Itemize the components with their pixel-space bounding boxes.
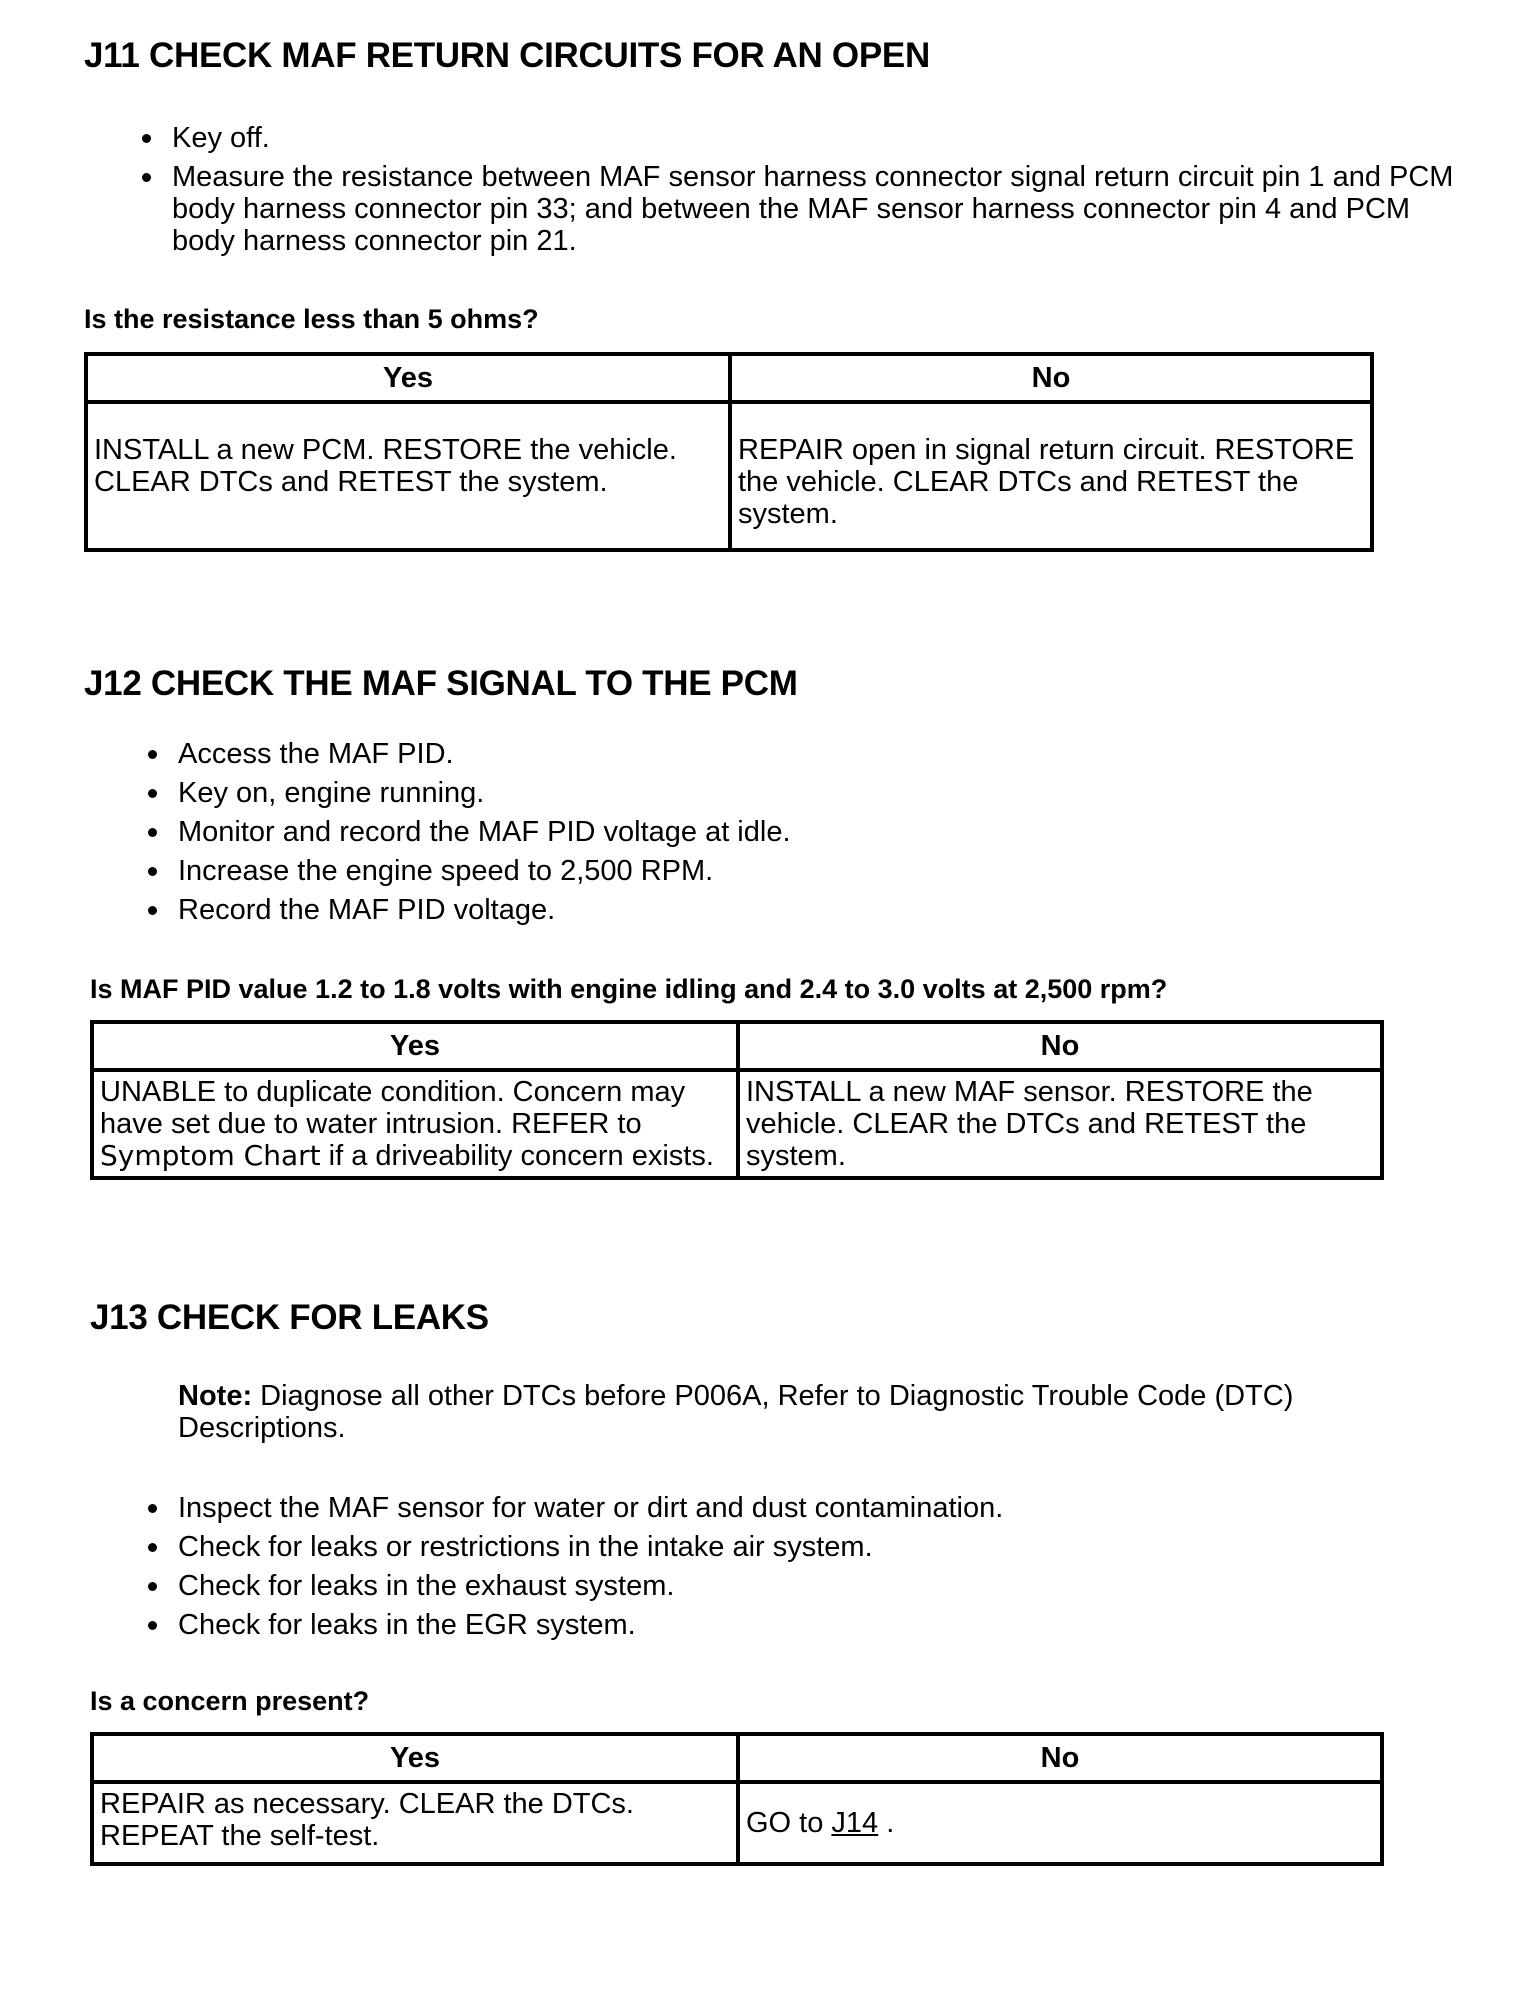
no-header: No	[738, 1734, 1382, 1782]
list-item: Inspect the MAF sensor for water or dirt and dust contamination.	[178, 1492, 1458, 1524]
yes-cell: UNABLE to duplicate condition. Concern may have set due to water intrusion. REFER to Symptom Chart if a driveability concern exists.	[92, 1070, 738, 1178]
j13-step-list	[178, 1492, 1458, 1648]
bullet-icon	[148, 828, 157, 837]
yes-cell: INSTALL a new PCM. RESTORE the vehicle. CLEAR DTCs and RETEST the system.	[86, 402, 730, 550]
table-row	[92, 1070, 1382, 1178]
bullet-icon	[148, 1582, 157, 1591]
j11-step-list	[172, 122, 1472, 264]
bullet-icon	[148, 1543, 157, 1552]
bullet-icon	[148, 867, 157, 876]
j11-result-table	[84, 352, 1374, 552]
j14-link[interactable]: J14	[831, 1807, 879, 1839]
bullet-icon	[148, 789, 157, 798]
no-cell: INSTALL a new MAF sensor. RESTORE the vehicle. CLEAR the DTCs and RETEST the system.	[738, 1070, 1382, 1178]
bullet-icon	[148, 906, 157, 915]
j12-title: J12 CHECK THE MAF SIGNAL TO THE PCM	[84, 664, 798, 703]
no-cell: REPAIR open in signal return circuit. RESTORE the vehicle. CLEAR DTCs and RETEST the system.	[730, 402, 1372, 550]
bullet-icon	[148, 1504, 157, 1513]
bullet-icon	[148, 1621, 157, 1630]
no-header: No	[730, 354, 1372, 402]
table-row	[92, 1782, 1382, 1864]
j13-note: Note: Diagnose all other DTCs before P006A, Refer to Diagnostic Trouble Code (DTC) Descriptions.	[178, 1380, 1294, 1444]
j12-step-list	[178, 738, 1458, 933]
list-item: Check for leaks in the exhaust system.	[178, 1570, 1458, 1602]
bullet-icon	[142, 173, 151, 182]
list-item: Measure the resistance between MAF sensor harness connector signal return circuit pin 1 and PCM body harness connector pin 33; and between the MAF sensor harness connector pin 4 and PCM body harness connector pin 21.	[172, 161, 1472, 257]
yes-header: Yes	[92, 1022, 738, 1070]
list-item: Monitor and record the MAF PID voltage at idle.	[178, 816, 1458, 848]
list-item: Key on, engine running.	[178, 777, 1458, 809]
j11-question: Is the resistance less than 5 ohms?	[84, 304, 539, 334]
yes-header: Yes	[92, 1734, 738, 1782]
j11-title: J11 CHECK MAF RETURN CIRCUITS FOR AN OPEN	[84, 36, 930, 75]
list-item: Increase the engine speed to 2,500 RPM.	[178, 855, 1458, 887]
table-row	[86, 402, 1372, 550]
table-header-row	[92, 1734, 1382, 1782]
no-cell: GO to J14 .	[738, 1782, 1382, 1864]
list-item: Record the MAF PID voltage.	[178, 894, 1458, 926]
j13-result-table	[90, 1732, 1384, 1866]
symptom-chart-link[interactable]: Symptom Chart	[100, 1139, 321, 1172]
j12-question: Is MAF PID value 1.2 to 1.8 volts with engine idling and 2.4 to 3.0 volts at 2,500 rpm?	[90, 974, 1168, 1004]
list-item: Access the MAF PID.	[178, 738, 1458, 770]
list-item: Check for leaks or restrictions in the intake air system.	[178, 1531, 1458, 1563]
bullet-icon	[148, 750, 157, 759]
j12-result-table	[90, 1020, 1384, 1180]
yes-header: Yes	[86, 354, 730, 402]
table-header-row	[86, 354, 1372, 402]
table-header-row	[92, 1022, 1382, 1070]
yes-cell: REPAIR as necessary. CLEAR the DTCs. REPEAT the self-test.	[92, 1782, 738, 1864]
list-item: Check for leaks in the EGR system.	[178, 1609, 1458, 1641]
j13-question: Is a concern present?	[90, 1686, 370, 1716]
list-item: Key off.	[172, 122, 1472, 154]
no-header: No	[738, 1022, 1382, 1070]
note-label: Note:	[178, 1380, 253, 1412]
j13-title: J13 CHECK FOR LEAKS	[90, 1298, 489, 1337]
bullet-icon	[142, 134, 151, 143]
